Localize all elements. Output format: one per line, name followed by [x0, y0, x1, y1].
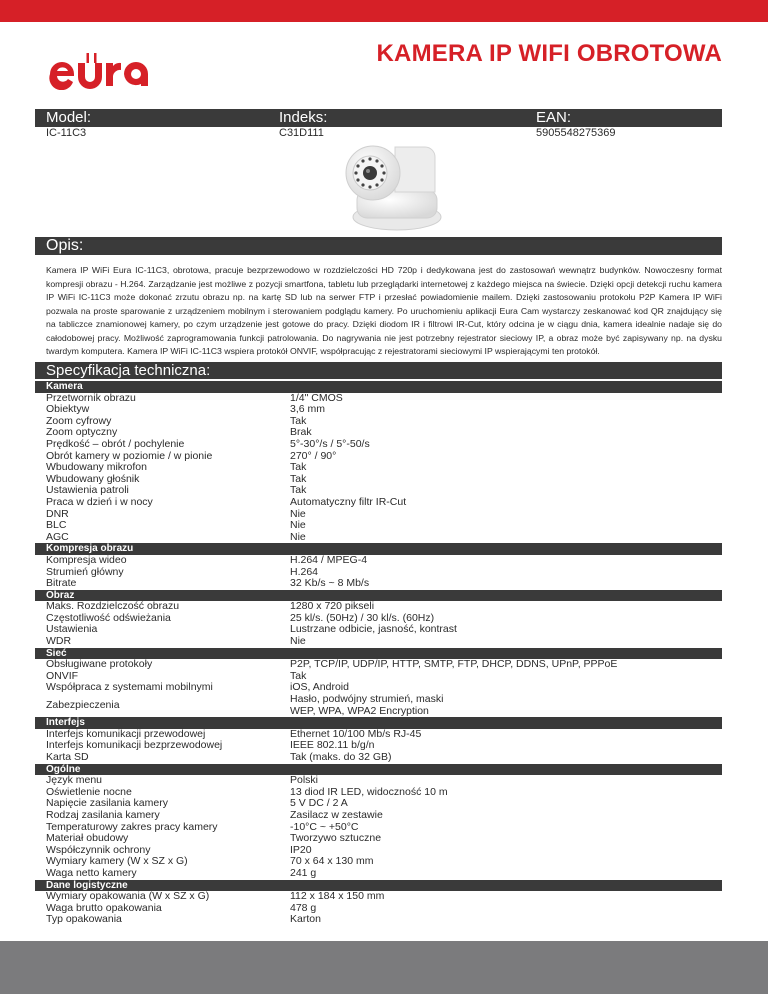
spec-key: Obsługiwane protokoły — [46, 658, 153, 671]
spec-value: Zasilacz w zestawie — [290, 808, 383, 821]
spec-value: Nie — [290, 635, 306, 648]
page-title: KAMERA IP WIFI OBROTOWA — [376, 40, 722, 67]
spec-category: Ogólne — [35, 764, 722, 776]
spec-key: Napięcie zasilania kamery — [46, 797, 168, 810]
spec-key: AGC — [46, 530, 69, 543]
spec-key: Kompresja wideo — [46, 553, 127, 566]
spec-value: Tak — [290, 461, 307, 474]
spec-row — [35, 474, 722, 486]
spec-key: Waga brutto opakowania — [46, 901, 162, 914]
spec-value: -10°C ~ +50°C — [290, 820, 359, 833]
spec-row — [35, 624, 722, 636]
spec-value: 478 g — [290, 901, 317, 914]
spec-category: Dane logistyczne — [35, 880, 722, 892]
spec-key: WDR — [46, 635, 72, 648]
spec-key: Temperaturowy zakres pracy kamery — [46, 820, 218, 833]
spec-value: 25 kl/s. (50Hz) / 30 kl/s. (60Hz) — [290, 611, 435, 624]
spec-value: 3,6 mm — [290, 403, 326, 416]
spec-key: Materiał obudowy — [46, 832, 129, 845]
spec-row — [35, 856, 722, 868]
spec-key: Obiektyw — [46, 403, 90, 416]
spec-key: Karta SD — [46, 751, 89, 763]
spec-row — [35, 903, 722, 915]
eura-logo — [48, 50, 158, 90]
spec-value: P2P, TCP/IP, UDP/IP, HTTP, SMTP, FTP, DHCP, DDNS, UPnP, PPPoE — [290, 658, 618, 671]
spec-row — [35, 567, 722, 579]
spec-category: Obraz — [35, 590, 722, 602]
spec-category: Kamera — [35, 381, 722, 393]
spec-key: ONVIF — [46, 669, 79, 682]
spec-value: H.264 / MPEG-4 — [290, 553, 368, 566]
spec-key: BLC — [46, 519, 67, 532]
spec-key: Maks. Rozdzielczość obrazu — [46, 600, 180, 613]
spec-row — [35, 393, 722, 405]
spec-value: Tworzywo sztuczne — [290, 832, 382, 845]
eura-logo-mark — [48, 50, 158, 90]
spec-value: Hasło, podwójny strumień, maski WEP, WPA, WPA2 Encryption — [290, 693, 444, 717]
spec-value: H.264 — [290, 565, 319, 578]
spec-key: Interfejs komunikacji przewodowej — [46, 727, 206, 740]
spec-value: Nie — [290, 507, 306, 520]
spec-key: Współczynnik ochrony — [46, 843, 151, 856]
spec-row — [35, 439, 722, 451]
spec-key: Ustawienia — [46, 623, 98, 636]
spec-key: Wymiary opakowania (W x SZ x G) — [46, 890, 210, 903]
spec-row — [35, 497, 722, 509]
spec-key: Strumień główny — [46, 565, 124, 578]
spec-value: Ethernet 10/100 Mb/s RJ-45 — [290, 727, 422, 740]
spec-value: iOS, Android — [290, 681, 349, 694]
spec-row — [35, 555, 722, 567]
spec-row — [35, 659, 722, 671]
spec-category: Interfejs — [35, 717, 722, 729]
spec-value: 241 g — [290, 866, 317, 879]
spec-value: Nie — [290, 519, 306, 532]
spec-value: 1280 x 720 pikseli — [290, 600, 375, 613]
spec-key: Przetwornik obrazu — [46, 391, 136, 404]
spec-row — [35, 810, 722, 822]
spec-key: Typ opakowania — [46, 913, 122, 926]
spec-row — [35, 636, 722, 648]
spec-key: Prędkość – obrót / pochylenie — [46, 437, 185, 450]
spec-key: Rodzaj zasilania kamery — [46, 808, 160, 821]
spec-key: Zoom cyfrowy — [46, 414, 112, 427]
description-header: Opis: — [35, 237, 722, 255]
spec-category: Sieć — [35, 648, 722, 660]
product-header-bar — [35, 109, 722, 127]
model-value: IC-11C3 — [46, 127, 87, 139]
spec-key: Wbudowany mikrofon — [46, 461, 147, 474]
spec-value: IEEE 802.11 b/g/n — [290, 739, 375, 752]
spec-row — [35, 509, 722, 521]
top-accent-bar — [0, 0, 768, 22]
spec-value: Lustrzane odbicie, jasność, kontrast — [290, 623, 457, 636]
spec-value: Tak — [290, 414, 307, 427]
spec-value: Tak (maks. do 32 GB) — [290, 751, 392, 763]
spec-value: Karton — [290, 913, 321, 926]
spec-key: Współpraca z systemami mobilnymi — [46, 681, 213, 694]
index-value: C31D111 — [279, 127, 324, 139]
spec-key: Waga netto kamery — [46, 866, 137, 879]
spec-value: 5 V DC / 2 A — [290, 797, 348, 810]
spec-value: IP20 — [290, 843, 312, 856]
spec-key: Ustawienia patroli — [46, 484, 129, 497]
spec-row — [35, 891, 722, 903]
spec-value: 1/4" CMOS — [290, 391, 343, 404]
ean-label: EAN: — [536, 109, 572, 126]
spec-key: Zabezpieczenia — [46, 698, 120, 711]
spec-key: Interfejs komunikacji bezprzewodowej — [46, 739, 223, 752]
spec-key: Oświetlenie nocne — [46, 785, 132, 798]
index-label: Indeks: — [279, 109, 328, 126]
spec-key: Bitrate — [46, 577, 77, 590]
spec-key: Język menu — [46, 774, 103, 787]
spec-value: Tak — [290, 669, 307, 682]
description-text: Kamera IP WiFi Eura IC-11C3, obrotowa, pracuje bezprzewodowo w rozdzielczości HD 720p i dedykowana jest do zastosowań wewnątrz budynków. Nowoczesny format kompresji obrazu - H.264. Zarządzanie jest możliwe z pozycji smartfona, tabletu lub przeglądarki internetowej z każdego miejsca na świecie. Dzięki opcji detekcji ruchu kamera IP WiFi IC-11C3 może dokonać zrzutu obrazu np. na kartę SD lub na serwer FTP i przesłać powiadomienie mailem. Dzięki zastosowaniu protokołu P2P Kamera IP WiFi pozwala na proste sparowanie z urządzeniem mobilnym i sterowaniem podglądu kamery. Po uruchomieniu aplikacji Eura Cam wystarczy zeskanować kod QR znajdujący się na tabliczce znamionowej kamery, po czym urządzenie jest gotowe do pracy. Dzięki diodom IR i filtrowi IR-Cut, który odcina je w ciągu dnia, kamera idealnie nadaje się do całodobowej pracy. Możliwość zaprogramowania funkcji patrolowania. Do nagrywania nie jest potrzebny rejestrator sieciowy IP, a obraz może być zapisywany np. na dysku twardym komputera. Kamera IP WiFi IC-11C3 wspiera protokół ONVIF, współpracując z rejestratorami sieciowymi IP wspierającymi ten protokół. — [46, 265, 722, 356]
spec-key: Zoom optyczny — [46, 426, 118, 439]
spec-value: Automatyczny filtr IR-Cut — [290, 495, 407, 508]
spec-key: Wbudowany głośnik — [46, 472, 140, 485]
spec-row — [35, 914, 722, 926]
spec-key: Praca w dzień i w nocy — [46, 495, 153, 508]
spec-value: 70 x 64 x 130 mm — [290, 855, 374, 868]
spec-row — [35, 520, 722, 532]
spec-key: Wymiary kamery (W x SZ x G) — [46, 855, 188, 868]
spec-key: DNR — [46, 507, 69, 520]
footer-bar — [0, 941, 768, 994]
spec-value: Nie — [290, 530, 306, 543]
spec-table — [35, 381, 722, 926]
spec-value: 112 x 184 x 150 mm — [290, 890, 385, 903]
spec-value: 13 diod IR LED, widoczność 10 m — [290, 785, 448, 798]
spec-row — [35, 416, 722, 428]
spec-value: 32 Kb/s ~ 8 Mb/s — [290, 577, 370, 590]
spec-value: 270° / 90° — [290, 449, 337, 462]
model-label: Model: — [46, 109, 92, 126]
spec-row — [35, 532, 722, 544]
spec-row — [35, 694, 722, 717]
camera-product-image — [335, 135, 445, 235]
ean-value: 5905548275369 — [536, 127, 616, 139]
spec-value: Tak — [290, 484, 307, 497]
spec-key: Obrót kamery w poziomie / w pionie — [46, 449, 213, 462]
spec-row — [35, 833, 722, 845]
spec-value: Polski — [290, 774, 319, 787]
spec-category: Kompresja obrazu — [35, 543, 722, 555]
spec-row — [35, 752, 722, 764]
spec-value: Tak — [290, 472, 307, 485]
spec-value: 5°-30°/s / 5°-50/s — [290, 437, 370, 450]
spec-row — [35, 578, 722, 590]
spec-key: Częstotliwość odświeżania — [46, 611, 171, 624]
spec-row — [35, 404, 722, 416]
spec-value: Brak — [290, 426, 312, 439]
spec-header: Specyfikacja techniczna: — [35, 362, 722, 379]
spec-row — [35, 868, 722, 880]
spec-row — [35, 462, 722, 474]
